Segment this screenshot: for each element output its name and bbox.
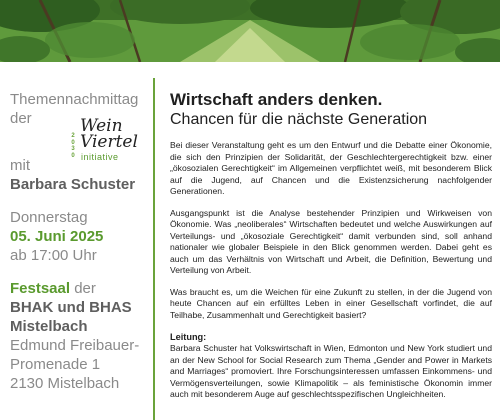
paragraph-analysis: Ausgangspunkt ist die Analyse bestehender Prinzipien und Wirkweisen von Ökonomie. Was „neoliberales“ Wirtschaften bedeutet und welche Auswirkungen auf Verteilungs- und „ökosoziale Gerechtigkeit“ damit verbunden sind, soll anhand nationaler wie globaler Beispiele in den Blick genommen werden. Dabei geht es auch um das Verhältnis von Wirtschaft und Arbeit, die Definition, Bewertung und Verteilung von Arbeit.: [170, 207, 492, 275]
event-info-column: [10, 62, 145, 393]
street-line-1: Edmund Freibauer-: [10, 337, 140, 354]
event-date: 05. Juni 2025: [10, 228, 104, 245]
paragraph-intro: Bei dieser Veranstaltung geht es um den Entwurf und die Debatte einer Ökonomie, die sich den Prinzipien der Solidarität, der Geschlechtergerechtigkeit bzw. einer „ökosozialen Gerechtigkeit“ im Allgemeinen verpflichtet weiß, mit besonderem Blick auf die Jugend, auf Chancen und die Existenzsicherung nachfolgender Generationen.: [170, 140, 492, 196]
venue-der: der: [70, 280, 96, 297]
event-time: ab 17:00 Uhr: [10, 247, 97, 264]
zip-city: 2130 Mistelbach: [10, 375, 120, 392]
column-divider: [153, 78, 155, 420]
logo-year: 2 0 3 0: [71, 133, 75, 159]
logo-viertel: Viertel: [80, 132, 138, 152]
event-day: Donnerstag: [10, 209, 88, 226]
vineyard-photo: [0, 0, 500, 62]
venue-hall: Festsaal: [10, 280, 71, 297]
paragraph-question: Was braucht es, um die Weichen für eine Zukunft zu stellen, in der die Jugend von heute Chancen auf ein erfülltes Leben in einer Gesellschaft vorfindet, die auf Teilhabe, Zusammenhalt und Gerechtigkeit basiert?: [170, 286, 492, 320]
vineyard-illustration: [0, 0, 500, 62]
event-description-column: [170, 90, 492, 411]
venue-city: Mistelbach: [10, 318, 88, 335]
event-title: Wirtschaft anders denken.: [170, 90, 383, 109]
event-type-der: der: [10, 110, 32, 127]
event-type-label: Themennachmittag: [10, 91, 139, 108]
venue-school: BHAK und BHAS: [10, 299, 132, 316]
event-subtitle: Chancen für die nächste Generation: [170, 111, 428, 128]
venue-line-1: [10, 279, 145, 298]
street-line-2: Promenade 1: [10, 356, 101, 373]
weinviertel-logo: [68, 115, 148, 167]
leitung-text: Barbara Schuster hat Volkswirtschaft in Wien, Edmonton und New York studiert und an der New School for Social Research zum Thema „Gender and Power in Markets and Marriages“ promoviert. Ihre Forschungsinteressen umfassen Einkommens- und Vermögensverteilungen, sowie Klimapolitik – als feministische Ökonomin immer auch mit besonderem Auge auf geschlechtsspezifischen Ungleichheiten.: [170, 343, 492, 399]
logo-wein: Wein: [80, 116, 123, 136]
logo-initiative: initiative: [81, 152, 119, 162]
speaker-name: Barbara Schuster: [10, 176, 136, 193]
leitung-heading: Leitung:: [170, 332, 207, 342]
mit-label: mit: [10, 157, 30, 174]
